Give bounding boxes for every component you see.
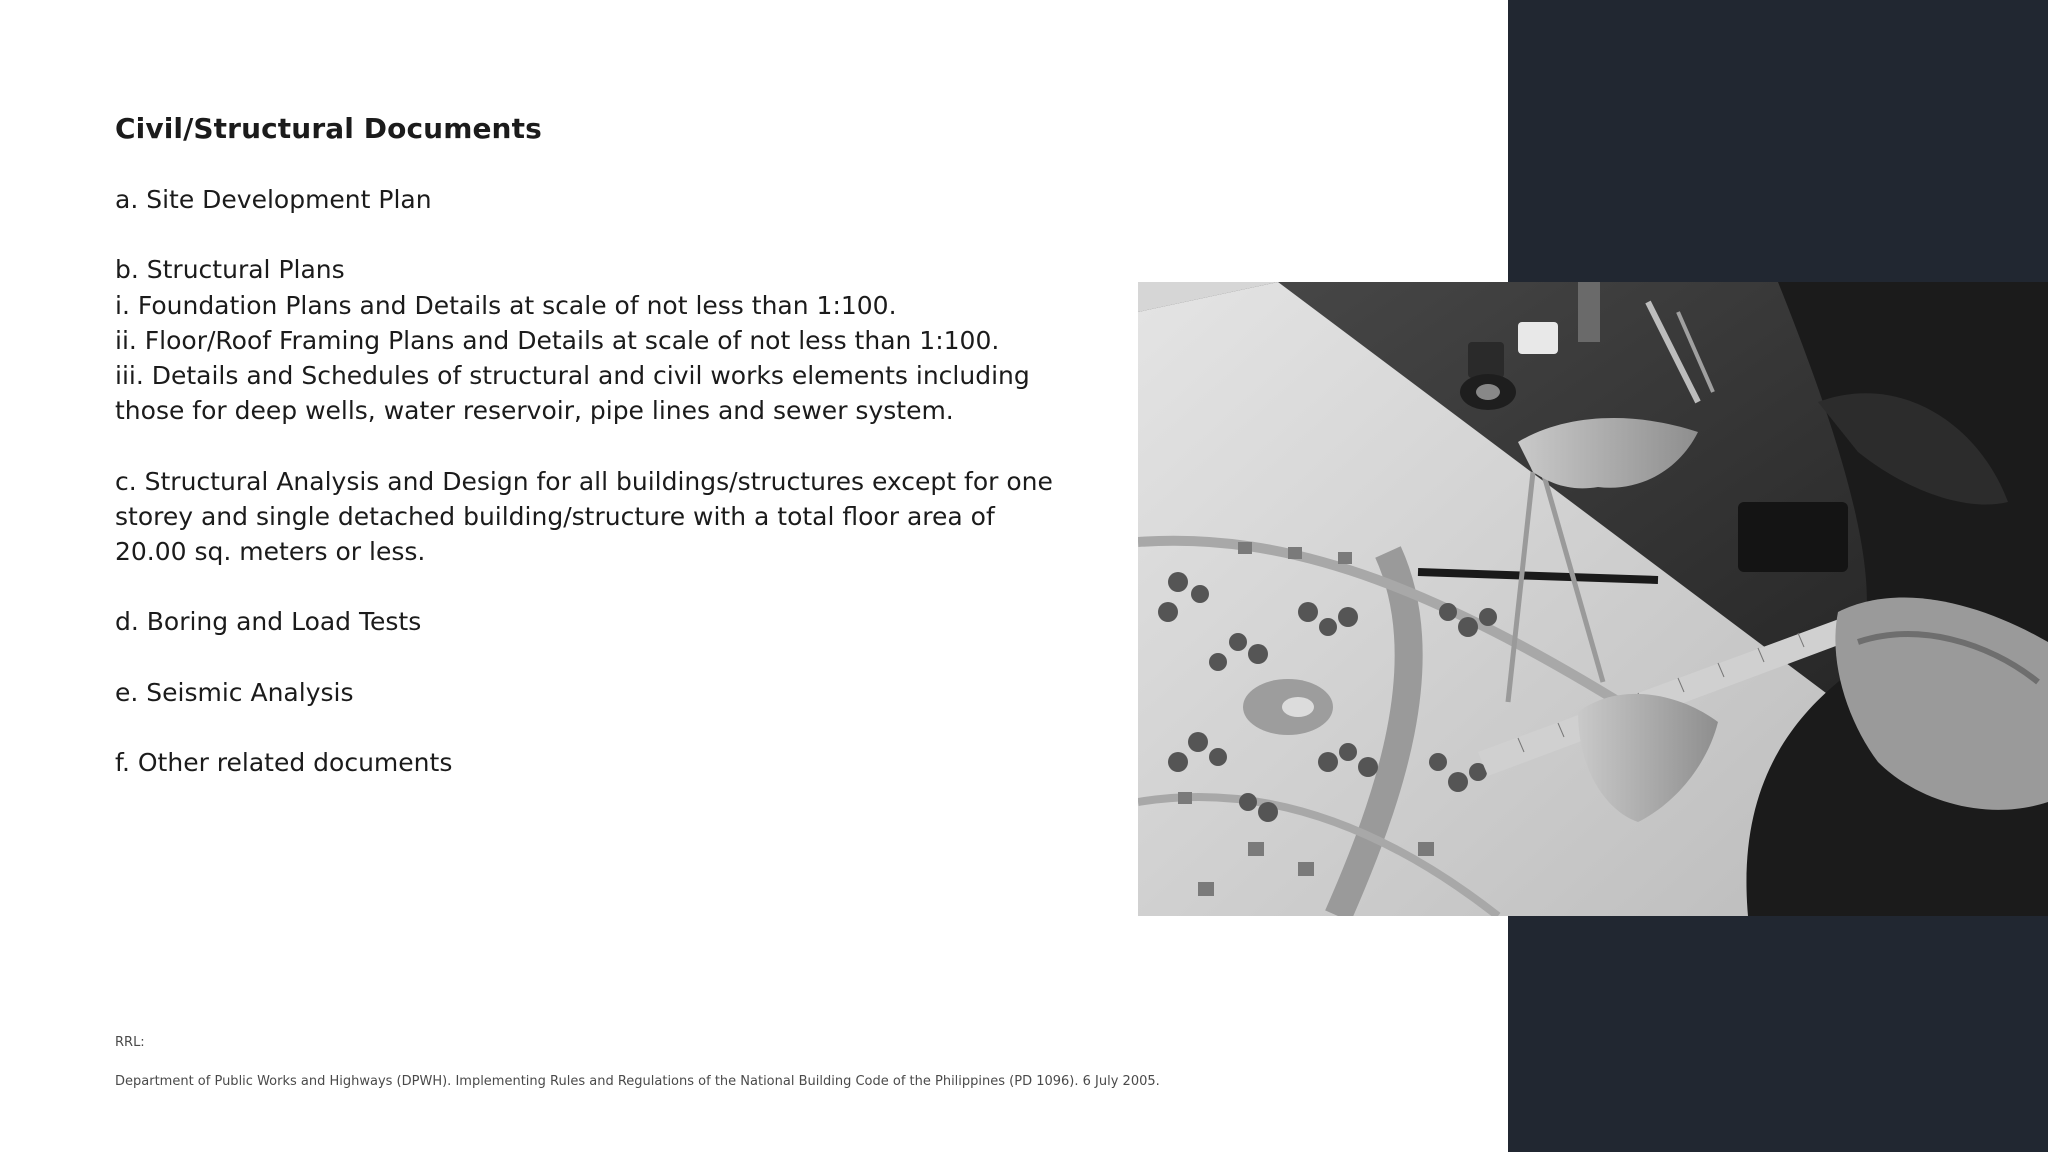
- text-line: ii. Floor/Roof Framing Plans and Details at scale of not less than 1:100.: [115, 325, 1000, 355]
- text-line: 20.00 sq. meters or less.: [115, 537, 426, 566]
- text-line: e. Seismic Analysis: [115, 677, 354, 707]
- text-line: i. Foundation Plans and Details at scale of not less than 1:100.: [115, 290, 897, 320]
- slide-title: Civil/Structural Documents: [115, 112, 542, 145]
- text-line: a. Site Development Plan: [115, 185, 432, 214]
- text-line: c. Structural Analysis and Design for all buildings/structures except for one: [115, 466, 1053, 496]
- rrl-label: RRL:: [115, 1035, 145, 1050]
- text-line: storey and single detached building/structure with a total floor area of: [115, 501, 995, 531]
- text-line: b. Structural Plans: [115, 255, 345, 285]
- document-list: [115, 182, 1053, 816]
- list-item-e: [115, 675, 1015, 710]
- text-line: f. Other related documents: [115, 748, 453, 778]
- architect-drafting-photo: [1138, 282, 2048, 916]
- list-item-d: [115, 604, 1015, 639]
- list-item-b: [115, 252, 1030, 428]
- list-item-f: [115, 745, 1015, 780]
- text-line: d. Boring and Load Tests: [115, 607, 422, 637]
- rrl-citation: Department of Public Works and Highways (DPWH). Implementing Rules and Regulations of the National Building Code of the Philippines (PD 1096). 6 July 2005.: [115, 1074, 1160, 1089]
- text-line: those for deep wells, water reservoir, pipe lines and sewer system.: [115, 396, 954, 426]
- list-item-c: [115, 464, 1053, 570]
- list-item-a: [115, 182, 1015, 217]
- text-line: iii. Details and Schedules of structural and civil works elements including: [115, 361, 1030, 390]
